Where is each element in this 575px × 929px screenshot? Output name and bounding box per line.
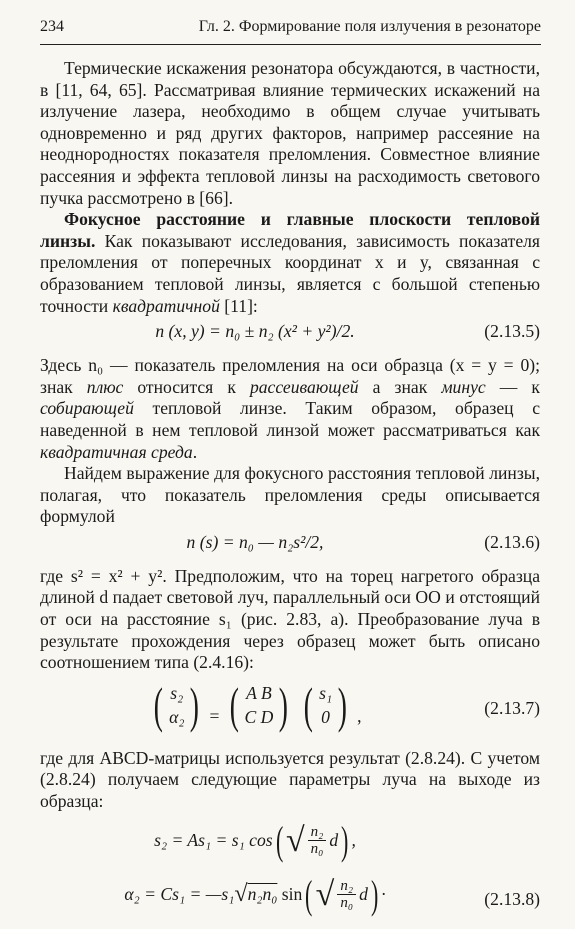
- emphasis-plus: плюс: [86, 376, 124, 397]
- vector-s2-alpha2: ( s₂ α₂ ): [154, 676, 200, 733]
- var-d: d: [359, 883, 368, 904]
- section-heading: Фокусное расстояние и главные плоскости тепловой линзы.: [40, 209, 540, 251]
- equation-number: (2.13.7): [484, 697, 540, 718]
- equation-expression: n (s) = n₀ — n₂s²/2,: [186, 531, 324, 552]
- function-sin: sin: [281, 883, 303, 904]
- equation-number: (2.13.5): [484, 321, 540, 342]
- cell: C D: [244, 706, 274, 727]
- equation-2-13-7: [40, 678, 540, 744]
- equation-2-13-8a: [40, 817, 540, 869]
- page-body: [40, 58, 540, 929]
- text-span: а знак: [358, 376, 442, 397]
- vector-s1-0: ( s₁ 0 ): [304, 676, 347, 733]
- equation-expression: s₂ = As₁ = s₁ cos ( √ $\frac{\text{n₂}}{\text{n₀}}$ d ) ,: [154, 817, 356, 863]
- text-span: Здесь n₀ — показатель преломления на оси образца (x = y = 0); знак: [40, 355, 540, 397]
- equation-2-13-5: [40, 321, 540, 351]
- equation-number: (2.13.8): [484, 888, 540, 909]
- fraction-denominator: n₀: [340, 895, 354, 912]
- fraction-denominator: n₀: [310, 841, 324, 858]
- equation-expression: n (x, y) = n₀ ± n₂ (x² + y²)/2.: [155, 321, 355, 342]
- lhs: α₂ = Cs₁ = —s₁: [124, 883, 235, 904]
- equation-number: (2.13.6): [484, 531, 540, 552]
- paragraph-1: Термические искажения резонатора обсуждаются, в частности, в [11, 64, 65]. Рассматривая влияние термических искажений на излучение лазера, необходимо в общем случае учитывать одновременно и ряд других факторов, например рассеяние на неоднородностях показателя преломления. Совместное влияние рассеяния и эффекта тепловой линзы на расходимость светового пучка рассмотрено в [66].: [40, 58, 540, 208]
- fraction-numerator: n₂: [337, 878, 356, 895]
- text-span: относится к: [123, 376, 250, 397]
- paragraph-2-text: Как показывают исследования, зависимость показателя преломления от поперечных координат x и y, связанная с образованием тепловой линзы, является с большой степенью точности: [40, 230, 540, 316]
- paragraph-6: где для ABCD-матрицы используется результат (2.8.24). С учетом (2.8.24) получаем следующие параметры луча на выходе из образца:: [40, 747, 540, 812]
- emphasis-diverging: рассеивающей: [249, 376, 359, 397]
- matrix-expression: ( s₂ α₂ ) = ( A B C D ) ( s₁ 0 ) ,: [40, 680, 470, 730]
- abcd-matrix: ( A B C D ): [229, 676, 289, 733]
- paragraph-2-end: [11]:: [219, 295, 258, 316]
- cell: s₂: [170, 682, 184, 703]
- cell: α₂: [169, 706, 185, 727]
- page-number: 234: [40, 18, 64, 35]
- paragraph-5: где s² = x² + y². Предположим, что на торец нагретого образца длиной d падает световой луч, параллельный оси OO и отстоящий от оси на расстояние s₁ (рис. 2.83, a). Преобразование луча в результате прохождения через образец может быть описано соотношением типа (2.4.16):: [40, 565, 540, 673]
- cell: 0: [321, 706, 330, 727]
- running-title: Гл. 2. Формирование поля излучения в резонаторе: [198, 18, 541, 35]
- paragraph-3: [40, 355, 540, 463]
- header-rule: [40, 44, 541, 45]
- fraction-numerator: n₂: [308, 824, 327, 841]
- text-span: — к: [485, 376, 540, 397]
- var-d: d: [329, 829, 339, 850]
- emphasis-converging: собирающей: [40, 398, 134, 419]
- emphasis-quadratic: квадратичной: [112, 295, 220, 316]
- equation-expression: α₂ = Cs₁ = —s₁ √ n₂n₀ sin ( √ $\frac{\text{n₂}}{\text{n₀}}$ d ) ·: [124, 871, 386, 917]
- text-span: .: [192, 441, 198, 462]
- running-header: [40, 18, 541, 36]
- cell: A B: [246, 682, 272, 703]
- text-span: тепловой линзе. Таким образом, образец с наведенной в нем тепловой линзой может рассматриваться как: [40, 398, 540, 440]
- equation-2-13-6: [40, 532, 540, 562]
- radicand: n₂n₀: [247, 883, 278, 904]
- paragraph-4: Найдем выражение для фокусного расстояния тепловой линзы, полагая, что показатель преломления среды описывается формулой: [40, 463, 540, 527]
- lhs: s₂ = As₁ = s₁ cos: [154, 829, 273, 850]
- paragraph-2: [40, 209, 540, 317]
- emphasis-quadratic-medium: квадратичная среда: [40, 441, 193, 462]
- equation-2-13-8b: [40, 873, 540, 925]
- emphasis-minus: минус: [441, 376, 486, 397]
- cell: s₁: [319, 682, 333, 703]
